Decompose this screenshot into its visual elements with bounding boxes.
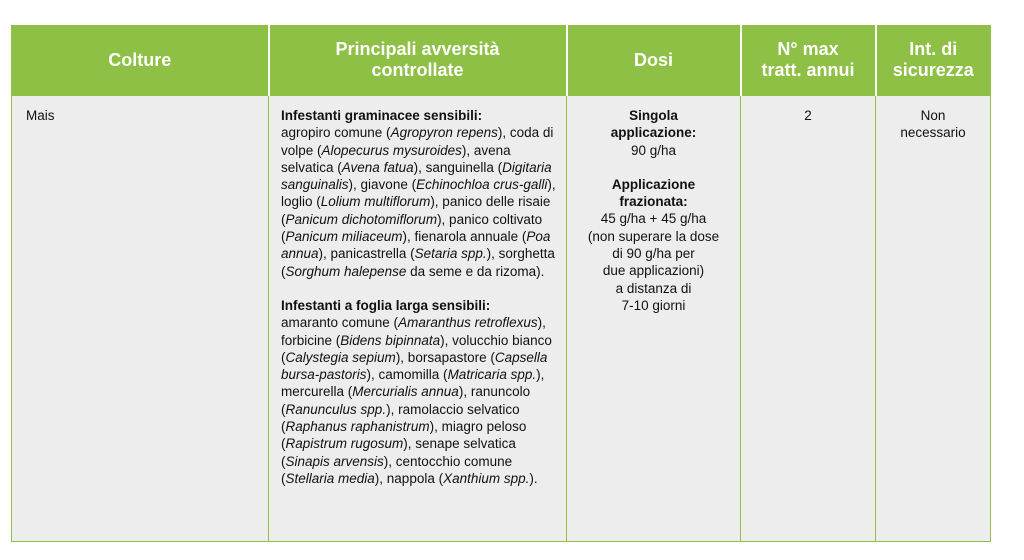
cell-max-trattamenti: 2 xyxy=(741,96,876,542)
cell-intervallo-sicurezza: Non necessario xyxy=(876,96,991,542)
table-row xyxy=(12,96,991,542)
graminacee-title: Infestanti graminacee sensibili: xyxy=(281,108,483,123)
singola-value: 90 g/ha xyxy=(630,142,677,158)
cell-dosi xyxy=(567,96,741,542)
frazionata-lines: 45 g/ha + 45 g/ha (non superare la dose di 90 g/ha per due applicazioni) a distanza di 7-10 giorni xyxy=(587,211,720,313)
foglia-larga-title: Infestanti a foglia larga sensibili: xyxy=(281,297,491,313)
header-intervallo-sicurezza: Int. di sicurezza xyxy=(876,25,991,96)
header-row xyxy=(12,25,991,96)
header-colture: Colture xyxy=(12,25,269,96)
header-avversita: Principali avversità controllate xyxy=(269,25,567,96)
singola-title: Singola applicazione: xyxy=(610,108,697,141)
frazionata-title: Applicazione frazionata: xyxy=(611,176,696,210)
graminacee-list: agropiro comune (Agropyron repens), coda di volpe (Alopecurus mysuroides), avena selvatica (Avena fatua), sanguinella (Digitaria sanguinalis), giavone (Echinochloa crus-galli), loglio (Lolium multiflorum), panico delle risaie (Panicum dichotomiflorum), panico coltivato (Panicum miliaceum), fienarola annuale (Poa annua), panicastrella (Setaria spp.), sorghetta (Sorghum halepense da seme e da rizoma). xyxy=(281,125,556,279)
product-table xyxy=(11,25,991,542)
cell-avversita xyxy=(269,96,567,542)
cell-coltura: Mais xyxy=(12,96,269,542)
header-max-trattamenti: N° max tratt. annui xyxy=(741,25,876,96)
product-table-container xyxy=(11,25,990,542)
foglia-larga-list: amaranto comune (Amaranthus retroflexus), forbicine (Bidens bipinnata), volucchio bianco (Calystegia sepium), borsapastore (Capsella bursa-pastoris), camomilla (Matricaria spp.), mercurella (Mercurialis annua), ranuncolo (Ranunculus spp.), ramolaccio selvatico (Raphanus raphanistrum), miagro peloso (Rapistrum rugosum), senape selvatica (Sinapis arvensis), centocchio comune (Stellaria media), nappola (Xanthium spp.). xyxy=(281,315,552,486)
header-dosi: Dosi xyxy=(567,25,741,96)
